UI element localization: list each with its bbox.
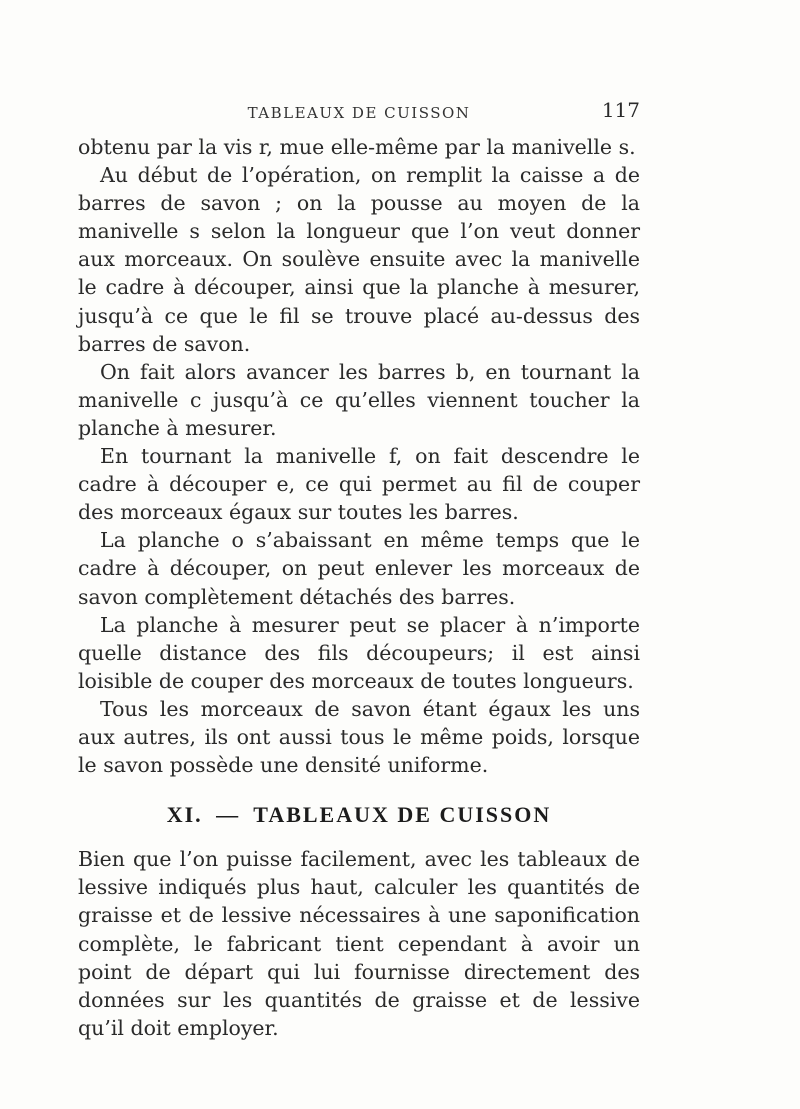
paragraph: Au début de l’opération, on remplit la caisse a de barres de savon ; on la pousse au moyen de la manivelle s selon la longueur que l’on veut donner aux morceaux. On soulève ensuite avec la manivelle le cadre à découper, ainsi que la planche à mesurer, jusqu’à ce que le fil se trouve placé au-dessus des barres de savon. (78, 163, 640, 356)
section-title: TABLEAUX DE CUISSON (253, 802, 552, 828)
section-number: XI. (166, 802, 203, 828)
paragraph: La planche à mesurer peut se placer à n’importe quelle distance des fils découpeurs; il est ainsi loisible de couper des morceaux de toutes longueurs. (78, 612, 640, 693)
body-text (78, 133, 640, 1042)
running-title: TABLEAUX DE CUISSON (247, 104, 471, 122)
paragraph: Tous les morceaux de savon étant égaux les uns aux autres, ils ont aussi tous le même poids, lorsque le savon possède une densité uniforme. (78, 696, 640, 778)
paragraph-continuation: obtenu par la vis r, mue elle-même par la manivelle s. (78, 135, 636, 159)
running-head (78, 98, 640, 126)
paragraph: La planche o s’abaissant en même temps que le cadre à découper, on peut enlever les morceaux de savon complètement détachés des barres. (78, 528, 640, 609)
page-number: 117 (601, 98, 640, 122)
section-dash: — (216, 802, 241, 828)
section-heading (78, 801, 640, 829)
paragraph: Bien que l’on puisse facilement, avec les tableaux de lessive indiqués plus haut, calculer les quantités de graisse et de lessive nécessaires à une saponification complète, le fabricant tient cependant à avoir un point de départ qui lui fournisse directement des données sur les quantités de graisse et de lessive qu’il doit employer. (78, 847, 640, 1040)
paragraph: On fait alors avancer les barres b, en tournant la manivelle c jusqu’à ce qu’elles viennent toucher la planche à mesurer. (78, 359, 640, 440)
paragraph: En tournant la manivelle f, on fait descendre le cadre à découper e, ce qui permet au fil de couper des morceaux égaux sur toutes les barres. (78, 444, 640, 525)
